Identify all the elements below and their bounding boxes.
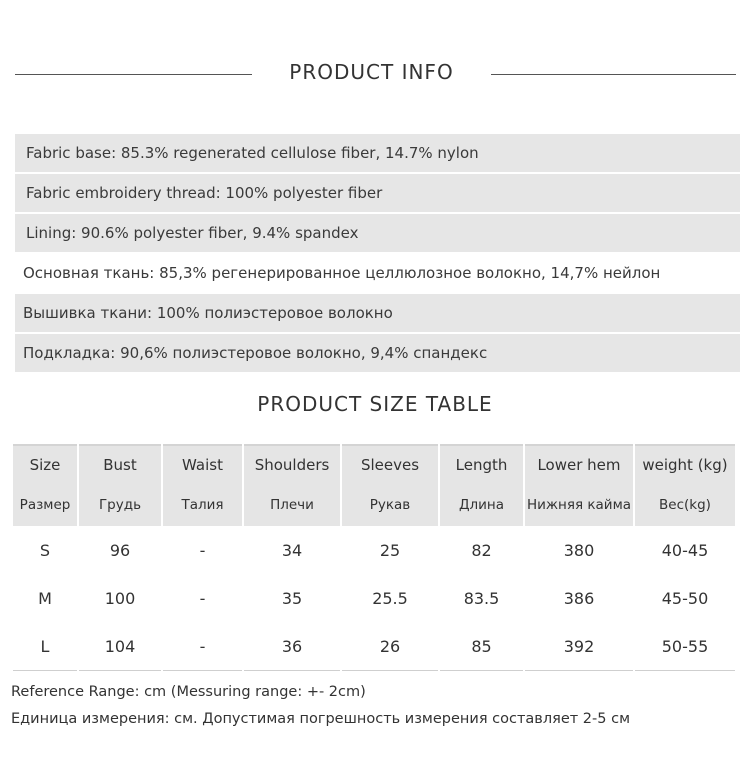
header-cell: Нижняя кайма <box>525 484 633 526</box>
table-cell: 100 <box>104 588 136 608</box>
header-cell: Waist <box>163 444 242 484</box>
table-cell: 96 <box>109 540 131 560</box>
info-row <box>15 174 740 212</box>
info-row-text: Вышивка ткани: 100% полиэстеровое волокно <box>23 304 393 322</box>
header-cell: Size <box>13 444 77 484</box>
table-cell: 25 <box>379 540 401 560</box>
table-cell: 34 <box>281 540 303 560</box>
table-cell: - <box>163 622 242 671</box>
heading-divider-left <box>15 74 252 75</box>
header-cell: Lower hem <box>525 444 633 484</box>
table-cell: 83.5 <box>463 588 500 608</box>
info-row <box>15 334 740 372</box>
table-cell: 82 <box>471 540 492 560</box>
table-row <box>13 526 735 574</box>
info-row <box>15 254 740 292</box>
info-row-text: Подкладка: 90,6% полиэстеровое волокно, 9,4% спандекс <box>23 344 488 362</box>
info-row-text: Fabric embroidery thread: 100% polyester fiber <box>26 184 383 202</box>
table-cell: 380 <box>563 540 595 560</box>
info-row <box>15 294 740 332</box>
table-cell: 386 <box>563 588 595 608</box>
table-row <box>13 574 735 622</box>
header-cell: Вес(kg) <box>635 484 735 526</box>
table-cell: 26 <box>342 622 438 671</box>
size-table-header-ru <box>13 484 735 526</box>
header-cell: weight (kg) <box>635 444 735 484</box>
table-cell: 35 <box>281 588 303 608</box>
info-row-text: Fabric base: 85.3% regenerated cellulose fiber, 14.7% nylon <box>26 144 479 162</box>
table-cell: - <box>199 588 206 608</box>
size-table-title: PRODUCT SIZE TABLE <box>257 392 493 416</box>
header-cell: Размер <box>13 484 77 526</box>
header-cell: Bust <box>79 444 161 484</box>
reference-range-note: Reference Range: cm (Messuring range: +- 2cm) <box>11 684 366 700</box>
info-row <box>15 214 740 252</box>
product-info-heading <box>0 54 750 98</box>
table-cell: 36 <box>244 622 340 671</box>
heading-divider-right <box>491 74 736 75</box>
table-cell: 85 <box>440 622 523 671</box>
table-cell: 45-50 <box>661 588 709 608</box>
table-cell: 50-55 <box>635 622 735 671</box>
table-cell: 392 <box>525 622 633 671</box>
measurement-unit-note: Единица измерения: см. Допустимая погрешность измерения составляет 2-5 см <box>11 711 631 727</box>
table-cell: L <box>13 622 77 671</box>
product-info-list <box>15 134 740 374</box>
size-table <box>11 444 737 671</box>
header-cell: Плечи <box>244 484 340 526</box>
table-cell: 25.5 <box>372 588 408 608</box>
info-row-text: Основная ткань: 85,3% регенерированное целлюлозное волокно, 14,7% нейлон <box>23 264 661 282</box>
size-table-header-en <box>13 444 735 484</box>
product-info-title: PRODUCT INFO <box>289 60 454 84</box>
header-cell: Length <box>440 444 523 484</box>
info-row <box>15 134 740 172</box>
header-cell: Sleeves <box>342 444 438 484</box>
table-cell: 104 <box>79 622 161 671</box>
info-row-text: Lining: 90.6% polyester fiber, 9.4% spandex <box>26 224 359 242</box>
table-cell: M <box>38 588 52 608</box>
header-cell: Длина <box>440 484 523 526</box>
table-row <box>13 622 735 671</box>
table-cell: S <box>39 540 51 560</box>
table-cell: 40-45 <box>661 540 709 560</box>
header-cell: Талия <box>163 484 242 526</box>
table-cell: - <box>199 540 206 560</box>
header-cell: Shoulders <box>244 444 340 484</box>
header-cell: Грудь <box>79 484 161 526</box>
header-cell: Рукав <box>342 484 438 526</box>
